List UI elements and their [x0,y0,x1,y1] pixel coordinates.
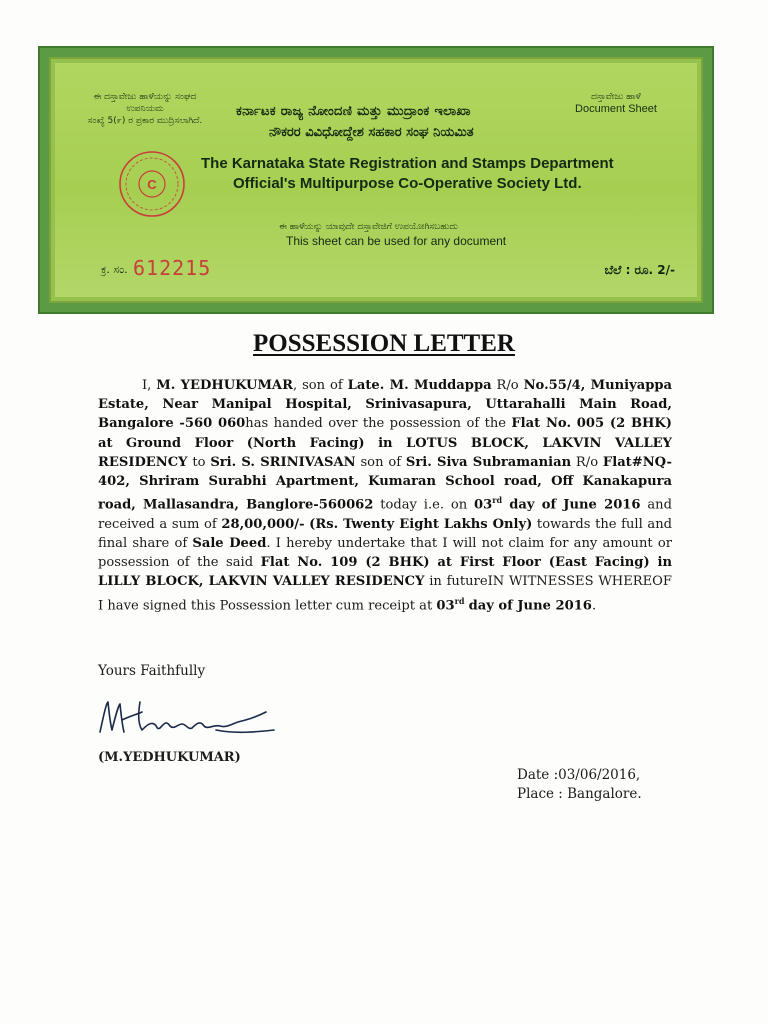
letter-heading: POSSESSION LETTER [253,330,515,357]
body-run: Late. M. Muddappa [347,378,492,393]
handwritten-signature [96,690,286,750]
stamp-paper-header [38,46,714,314]
society-seal-icon [117,149,187,219]
body-run: R/o [491,378,524,393]
body-run: Flat No. 109 (2 BHK) at First Floor (East Facing) in LILLY BLOCK, LAKVIN VALLEY RESIDENCY [98,555,673,590]
body-run: , son of [292,378,348,393]
date-place-block [517,766,642,804]
body-run: in futureIN WITNESSES WHEREOF I have signed this Possession letter cum receipt at [98,574,672,613]
body-run: (Rs. Twenty Eight Lakhs Only) [309,516,533,532]
letter-date: Date :03/06/2016, [517,767,641,783]
stamp-kannada-title-1: ಕರ್ನಾಟಕ ರಾಜ್ಯ ನೋಂದಣಿ ಮತ್ತು ಮುದ್ರಾಂಕ ಇಲಾಖಾ [236,104,471,119]
body-run: Flat No. 005 (2 BHK) at Ground Floor (North Facing) in LOTUS BLOCK, LAKVIN VALLEY RESIDENCY [98,416,672,470]
body-run: towards the full and final share of [98,516,673,551]
stamp-bylaw-note-line-2: ಸಂಖ್ಯೆ 5(೯) ರ ಪ್ರಕಾರ ಮುದ್ರಿಸಲಾಗಿದೆ. [87,116,203,126]
body-run: and received a sum of [98,497,672,532]
body-run: rd [454,595,465,606]
body-run: has handed over the possession of the [245,416,512,432]
body-run: M. YEDHUKUMAR [156,378,293,393]
body-run: I, [142,378,157,393]
body-run: day of June 2016 [502,497,641,513]
stamp-serial-number: 612215 [133,256,212,280]
signatory-name: (M.YEDHUKUMAR) [98,750,241,765]
seal-letter: C [147,177,157,192]
body-run: R/o [571,454,603,470]
body-run: . [591,597,597,613]
document-sheet-kannada: ದಸ್ತಾವೇಜು ಹಾಳೆ [591,92,641,102]
body-run: Sri. Siva Subramanian [405,454,572,470]
body-run: today i.e. on [373,497,474,513]
stamp-paper-panel [49,57,703,303]
body-run: rd [492,495,503,506]
body-run: Sale Deed [192,535,267,551]
body-run: son of [355,454,406,470]
stamp-english-title-2: Official's Multipurpose Co-Operative Society Ltd. [233,175,582,192]
stamp-bylaw-note-line-1: ಈ ದಸ್ತಾವೇಜು ಹಾಳೆಯನ್ನು ಸಂಘದ ಉಪನಿಯಮ [93,92,197,114]
stamp-usage-english: This sheet can be used for any document [286,234,507,248]
body-run: day of June 2016 [468,597,592,613]
stamp-usage-kannada: ಈ ಹಾಳೆಯನ್ನು ಯಾವುದೇ ದಸ್ತಾವೇಜಿಗೆ ಉಪಯೋಗಿಸಬಹುದು [279,222,459,232]
body-run: . I hereby undertake that I will not claim for any amount or possession of the said [98,535,673,571]
stamp-serial-label: ಕ್ರ. ಸಂ. [101,263,128,276]
stamp-price: ಬೆಲೆ : ರೂ. 2/- [604,263,675,277]
body-run: 28,00,000/- [221,516,305,532]
stamp-document-sheet-label [551,91,681,115]
body-run: Sri. S. SRINIVASAN [210,454,356,470]
letter-place: Place : Bangalore. [517,786,642,802]
body-run: 03 [436,597,455,613]
letter-closing: Yours Faithfully [98,663,206,679]
body-run: No.55/4, Muniyappa Estate, Near Manipal Hospital, Srinivasapura, Uttarahalli Main Road, Bangalore -560 060 [98,378,673,432]
letter-body-paragraph [98,376,672,615]
body-run: Flat#NQ-402, Shriram Surabhi Apartment, Kumaran School road, Off Kanakapura road, Mallasandra, Banglore-560062 [98,454,672,513]
body-run: 03 [474,497,493,513]
stamp-bylaw-note [75,91,215,127]
stamp-kannada-title-2: ನೌಕರರ ವಿವಿಧೋದ್ದೇಶ ಸಹಕಾರ ಸಂಘ ನಿಯಮಿತ [269,125,474,140]
stamp-english-title-1: The Karnataka State Registration and Stamps Department [201,155,614,172]
document-sheet-english: Document Sheet [575,103,657,115]
body-run: to [187,454,211,470]
